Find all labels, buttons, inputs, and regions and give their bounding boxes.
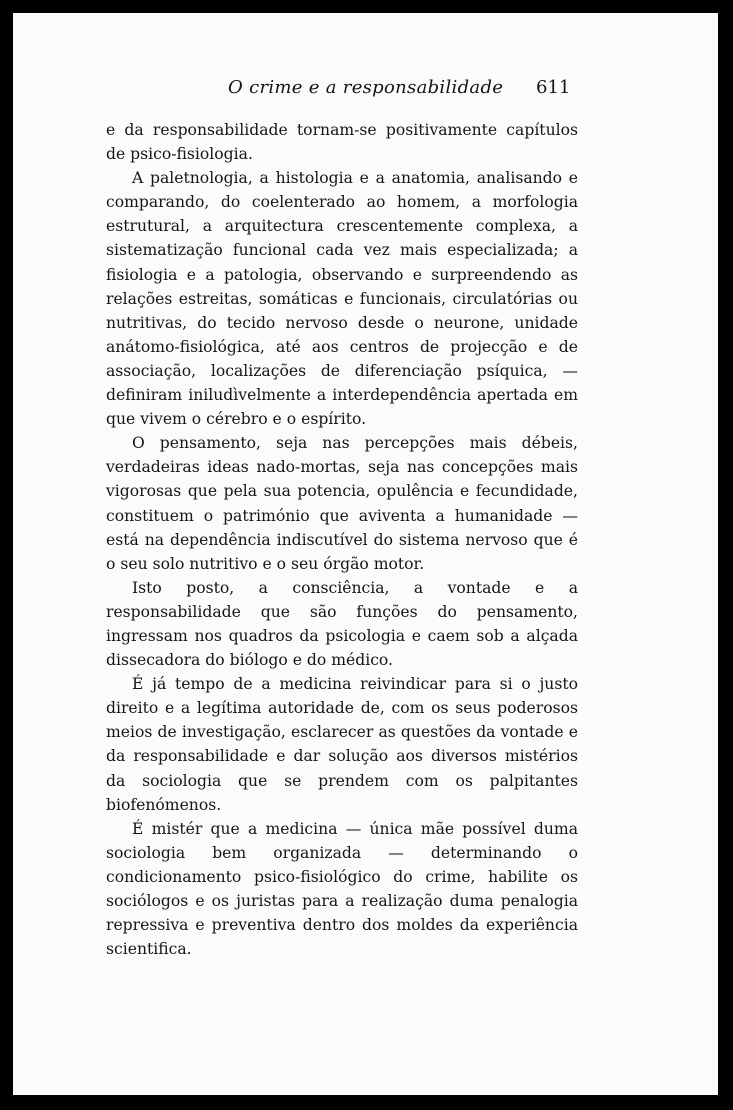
running-title: O crime e a responsabilidade (228, 77, 504, 98)
page-number: 611 (536, 77, 571, 98)
paragraph-continuation: e da responsabilidade tornam-se positivamente capítulos de psico-fisiologia. (106, 121, 578, 164)
paragraph: É mistér que a medicina — única mãe possível duma sociologia bem organizada — determinando o condicionamento psico-fisiológico do crime, habilite os sociólogos e os juristas para a realização duma penalogia repressiva e preventiva dentro dos moldes da experiência scientifica. (106, 819, 578, 959)
paragraph: A paletnologia, a histologia e a anatomia, analisando e comparando, do coelenterado ao homem, a morfologia estrutural, a arquitectura crescentemente complexa, a sistematização funcional cada vez mais especializada; a fisiologia e a patologia, observando e surpreendendo as relações estreitas, somáticas e funcionais, circulatórias ou nutritivas, do tecido nervoso desde o neurone, unidade anátomo-fisiológica, até aos centros de projecção e de associação, localizações de diferenciação psíquica, — definiram iniludìvelmente a interdependência apertada em que vivem o cérebro e o espírito. (106, 169, 578, 429)
paragraph: É já tempo de a medicina reivindicar para si o justo direito e a legítima autoridade de, com os seus poderosos meios de investigação, esclarecer as questões da vontade e da responsabilidade e dar solução aos diversos mistérios da sociologia que se prendem com os palpitantes biofenómenos. (106, 675, 578, 814)
paragraph: Isto posto, a consciência, a vontade e a responsabilidade que são funções do pensamento, ingressam nos quadros da psicologia e caem sob a alçada dissecadora do biólogo e do médico. (106, 578, 578, 670)
page-header (13, 77, 718, 107)
body-text (106, 118, 578, 961)
paragraph: O pensamento, seja nas percepções mais débeis, verdadeiras ideas nado-mortas, seja nas concepções mais vigorosas que pela sua potencia, opulência e fecundidade, constituem o património que aviventa a humanidade — está na dependência indiscutível do sistema nervoso que é o seu solo nutritivo e o seu órgão motor. (106, 434, 578, 573)
book-page (13, 13, 718, 1095)
